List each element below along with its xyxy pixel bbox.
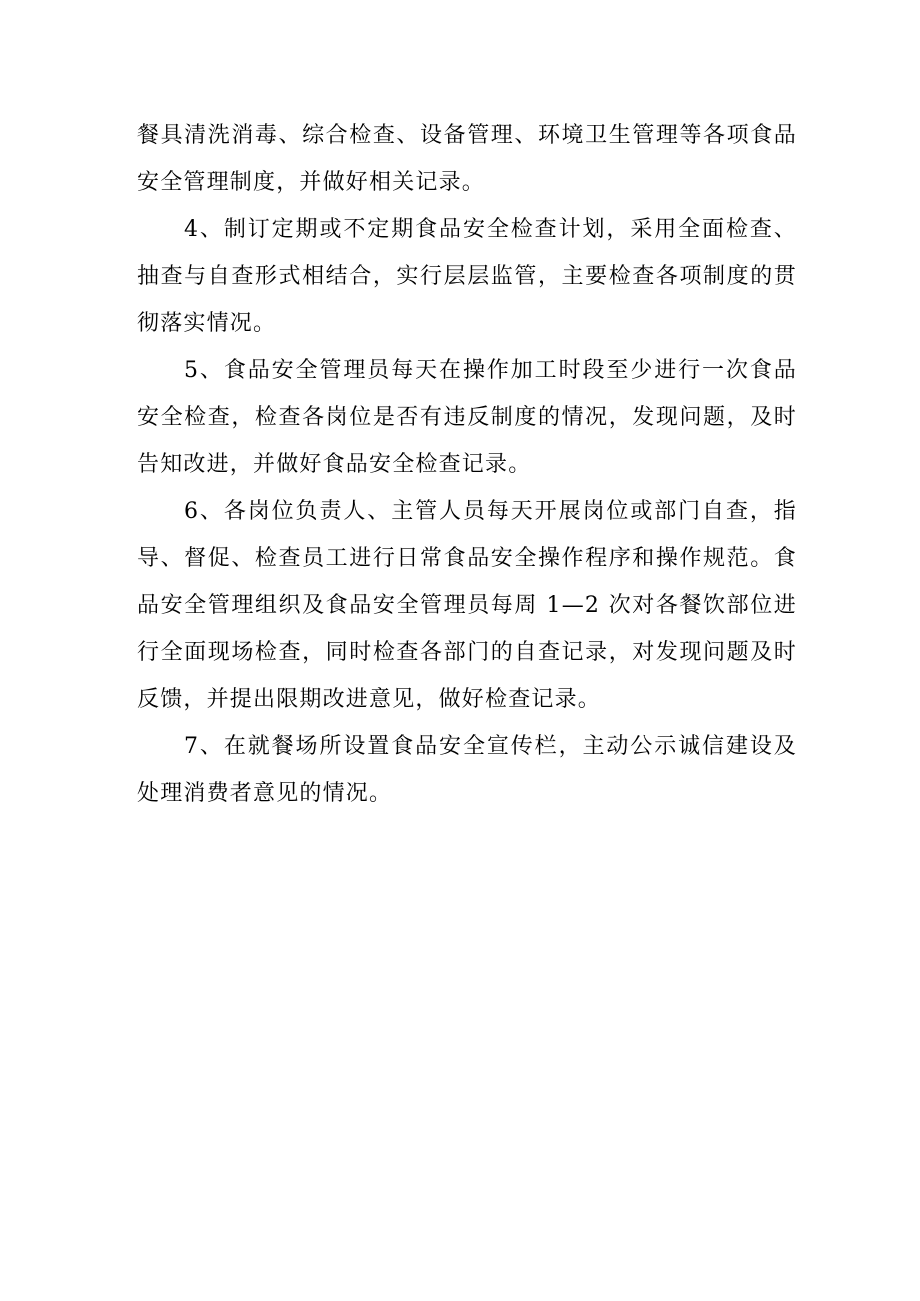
paragraph-item-7: 7、在就餐场所设置食品安全宣传栏，主动公示诚信建设及处理消费者意见的情况。 [137,734,797,806]
paragraph-item-6: 6、各岗位负责人、主管人员每天开展岗位或部门自查，指导、督促、检查员工进行日常食品安全操作程序和操作规范。食品安全管理组织及食品安全管理员每周 1—2 次对各餐饮部位进行全面现场检查，同时检查各部门的自查记录，对发现问题及时反馈，并提出限期改进意见，做好检查记录。 [137,499,797,712]
paragraph-item-5: 5、食品安全管理员每天在操作加工时段至少进行一次食品安全检查，检查各岗位是否有违反制度的情况，发现问题，及时告知改进，并做好食品安全检查记录。 [137,358,797,477]
document-body [137,112,797,817]
paragraph-continuation: 餐具清洗消毒、综合检查、设备管理、环境卫生管理等各项食品安全管理制度，并做好相关记录。 [137,123,797,195]
paragraph-item-4: 4、制订定期或不定期食品安全检查计划，采用全面检查、抽查与自查形式相结合，实行层层监管，主要检查各项制度的贯彻落实情况。 [137,217,797,336]
